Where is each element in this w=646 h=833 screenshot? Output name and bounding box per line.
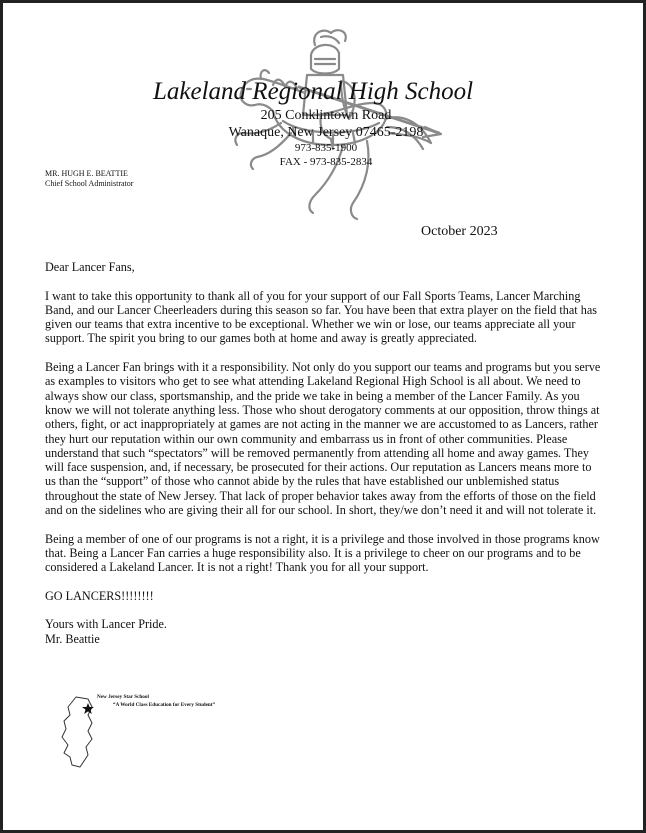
school-name: Lakeland Regional High School (153, 78, 474, 105)
signature: Mr. Beattie (45, 631, 100, 646)
paragraph: Being a member of one of our programs is not a right, it is a privilege and those involved in those programs know that. Being a Lancer Fan carries a huge responsibility also. It is a privilege to cheer on our programs and to be considered a Lakeland Lancer. It is not a right! Thank you for all your support. (45, 531, 600, 575)
phone-number: 973-835-1900 (294, 142, 358, 154)
salutation: Dear Lancer Fans, (45, 260, 135, 274)
seal-name: New Jersey Star School (97, 694, 149, 700)
administrator-name: MR. HUGH E. BEATTIE (45, 169, 128, 178)
administrator-block (45, 169, 133, 189)
paragraph: Being a Lancer Fan brings with it a responsibility. Not only do you support our teams and programs but you serve as examples to visitors who get to see what attending Lakeland Regional High School is all about. We need to always show our class, sportsmanship, and the pride we take in being a member of the Lancer Family. As you know we will not tolerate anything less. Those who shout derogatory comments at our opposition, throw things at others, fight, or act inappropriately at games are not acting in the manner we are accustomed to as Lancers, rather they hurt our reputation within our own community and embarrass us in front of other communities. Please understand that such “spectators” will be removed permanently from attending all home and away games. They will face suspension, and, if necessary, be prosecuted for their actions. Our reputation as Lancers means more to us than the “support” of those who cannot abide by the rules that have established our unblemished status throughout the state of New Jersey. That lack of proper behavior takes away from the efforts of those on the field and on the sidelines who are giving their all for our school. In short, they/we don’t need it and will not tolerate it. (45, 360, 601, 518)
seal-motto: “A World Class Education for Every Student” (113, 702, 216, 708)
administrator-title: Chief School Administrator (45, 179, 134, 188)
paragraph: I want to take this opportunity to thank all of you for your support of our Fall Sports Teams, Lancer Marching Band, and our Lancer Cheerleaders during this season so far. You have been that extra player on the field that has given our teams that extra incentive to be exceptional. Whether we win or lose, our teams appreciate all your support. The spirit you bring to our games both at home and away is greatly appreciated. (45, 288, 597, 346)
city-address: Wanaque, New Jersey 07465-2198 (228, 125, 424, 140)
letter-body (45, 260, 603, 646)
fax-number: FAX - 973-835-2834 (279, 156, 373, 168)
street-address: 205 Conklintown Road (260, 108, 392, 123)
cheer: GO LANCERS!!!!!!!! (45, 588, 154, 603)
closing: Yours with Lancer Pride. (45, 617, 167, 632)
letter-date: October 2023 (421, 224, 498, 239)
